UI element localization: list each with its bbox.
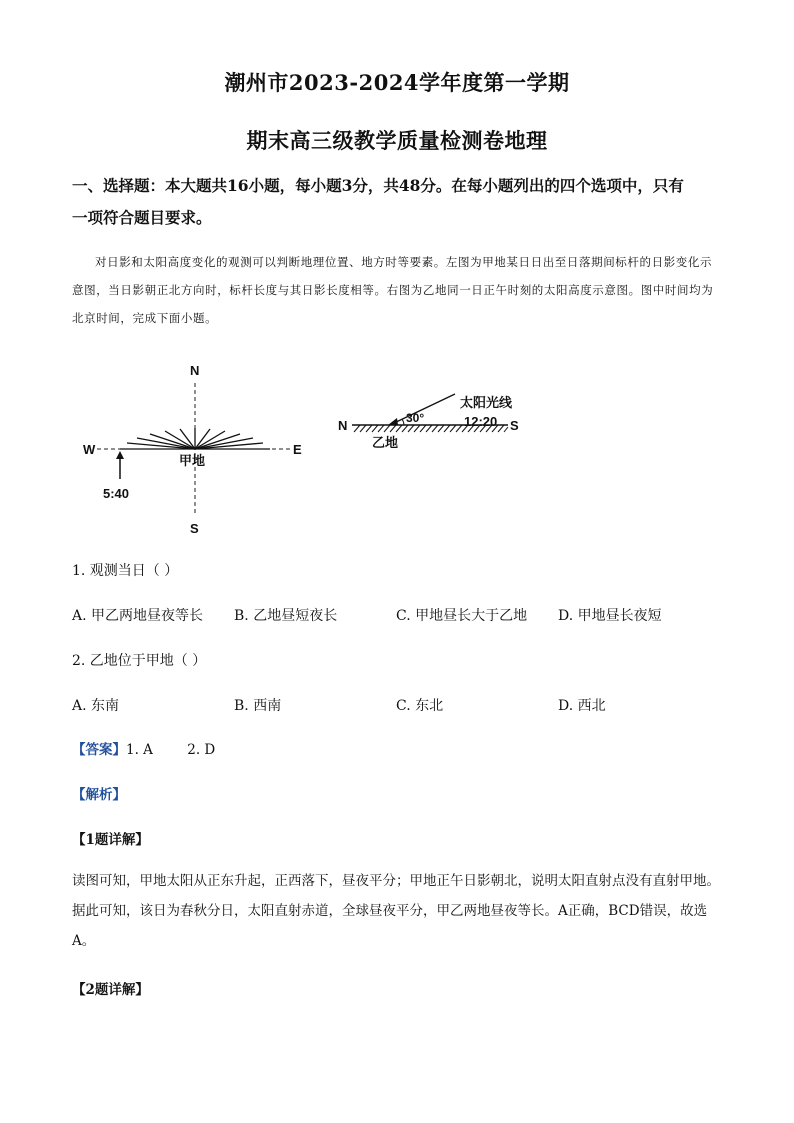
analysis-label: 【解析】: [72, 787, 126, 803]
question-2-stem: 2. 乙地位于甲地（ ）: [72, 653, 207, 669]
question-2-option-b: B. 西南: [234, 698, 282, 714]
question-1-option-a: A. 甲乙两地昼夜等长: [72, 608, 204, 624]
question-1-option-d: D. 甲地昼长夜短: [558, 608, 662, 624]
label-time-1220: 12:20: [464, 414, 498, 429]
page-title-line-2: 期末高三级教学质量检测卷地理: [246, 128, 548, 153]
label-place-yi: 乙地: [372, 435, 399, 450]
shadow-diagram-left: [75, 355, 315, 540]
intro-paragraph: 对日影和太阳高度变化的观测可以判断地理位置、地方时等要素。左图为甲地某日日出至日落期间标杆的日影变化示意图，当日影朝正北方向时，标杆长度与其日影长度相等。右图为乙地同一日正午时刻的太阳高度示意图。图中时间均为北京时间，完成下面小题。: [72, 255, 714, 325]
label-n: N: [190, 363, 200, 378]
detail-1-label: 【1题详解】: [72, 832, 149, 848]
label-sun-ray: 太阳光线: [460, 395, 513, 410]
answer-line: [72, 738, 215, 758]
label-angle: 30°: [406, 411, 425, 425]
section-heading-line-2: 一项符合题目要求。: [72, 208, 212, 227]
sun-altitude-diagram-right: [330, 380, 530, 460]
ray-arrow-icon: [388, 418, 398, 425]
label-w: W: [83, 442, 96, 457]
question-2-option-a: A. 东南: [72, 698, 120, 714]
question-2-option-d: D. 西北: [558, 698, 606, 714]
page-title-line-1: 潮州市2023-2024学年度第一学期: [224, 70, 570, 95]
detail-1-paragraph: 读图可知，甲地太阳从正东升起，正西落下，昼夜平分；甲地正午日影朝北，说明太阳直射点没有直射甲地。据此可知，该日为春秋分日，太阳直射赤道，全球昼夜平分，甲乙两地昼夜等长。A正确，BCD错误，故选A。: [72, 873, 720, 949]
question-2-option-c: C. 东北: [396, 698, 444, 714]
answer-label: 【答案】: [72, 742, 126, 758]
label-n-right: N: [338, 418, 348, 433]
angle-arc: [402, 419, 404, 425]
answer-text: 1. A 2. D: [126, 742, 216, 758]
label-s-right: S: [510, 418, 519, 433]
question-1-stem: 1. 观测当日（ ）: [72, 563, 179, 579]
section-heading: [72, 170, 732, 234]
label-s: S: [190, 521, 199, 536]
shadow-fan: [120, 428, 270, 449]
label-e: E: [293, 442, 302, 457]
question-1-option-c: C. 甲地昼长大于乙地: [396, 608, 528, 624]
label-time-540: 5:40: [103, 486, 130, 501]
arrow-head-icon: [116, 451, 124, 459]
question-1-option-b: B. 乙地昼短夜长: [234, 608, 338, 624]
detail-2-label: 【2题详解】: [72, 982, 149, 998]
section-heading-line-1: 一、选择题：本大题共16小题，每小题3分，共48分。在每小题列出的四个选项中，只有: [72, 176, 684, 195]
label-place-jia: 甲地: [179, 453, 206, 468]
